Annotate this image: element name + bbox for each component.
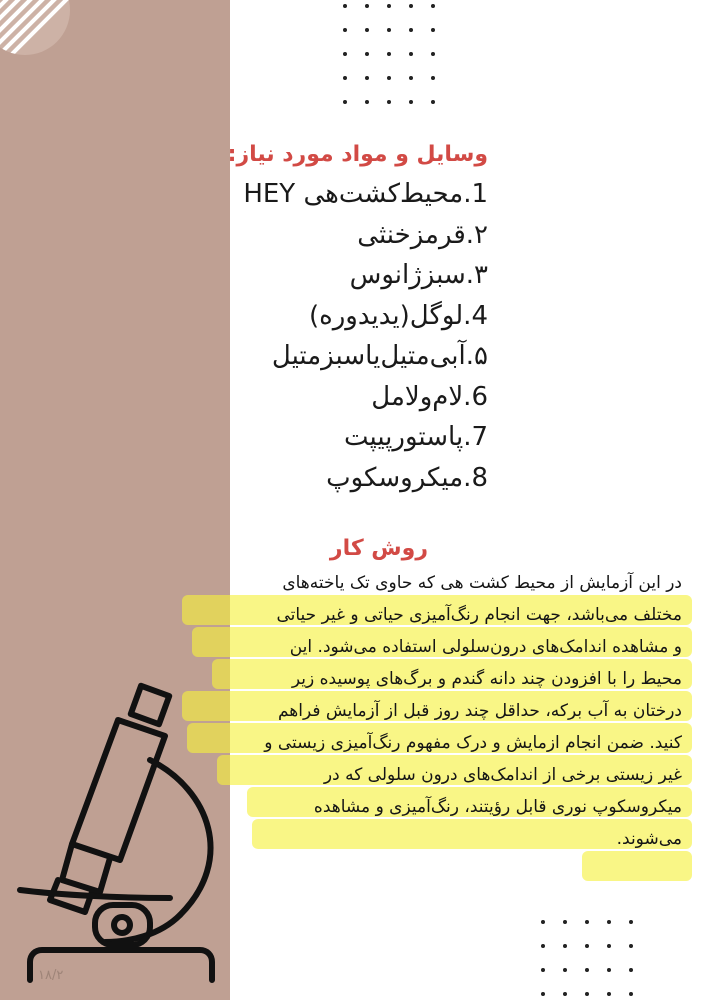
materials-item: ۵.آبی‌متیل‌یاسبزمتیل xyxy=(271,341,488,371)
materials-item: 4.لوگل(یدیدوره) xyxy=(308,300,488,331)
highlight-mark xyxy=(582,851,692,881)
materials-item: 6.لام‌ولامل xyxy=(371,381,488,412)
materials-item: 7.پاستورپیپت xyxy=(343,422,488,452)
materials-item: ۲.قرمزخنثی xyxy=(357,219,488,250)
materials-item: 8.میکروسکوپ xyxy=(326,462,488,493)
method-line: مختلف می‌باشد، جهت انجام رنگ‌آمیزی حیاتی و غیر حیاتی xyxy=(276,605,682,625)
method-line: میکروسکوپ نوری قابل رؤیتند، رنگ‌آمیزی و مشاهده xyxy=(313,797,682,817)
method-line: می‌شوند. xyxy=(616,829,682,849)
materials-item: 1.محیط‌کشت‌هی HEY xyxy=(243,179,488,209)
method-line: کنید. ضمن انجام ازمایش و درک مفهوم رنگ‌آمیزی زیستی و xyxy=(264,733,682,753)
method-line: غیر زیستی برخی از اندامک‌های درون سلولی که در xyxy=(323,765,682,785)
materials-title: وسایل و مواد مورد نیاز: xyxy=(227,142,488,167)
materials-list xyxy=(243,174,488,498)
method-title: روش کار xyxy=(329,536,428,561)
method-line: درختان به آب برکه، حداقل چند روز قبل از آزمایش فراهم xyxy=(277,701,682,721)
materials-item: ۳.سبزژانوس xyxy=(349,260,488,290)
page-number: ۱۸/۲ xyxy=(38,968,64,983)
method-line: و مشاهده اندامک‌های درون‌سلولی استفاده می‌شود. این xyxy=(289,637,682,657)
method-line: در این آزمایش از محیط کشت هی که حاوی تک یاخته‌های xyxy=(282,573,682,593)
method-line: محیط را با افزودن چند دانه گندم و برگ‌های پوسیده زیر xyxy=(291,669,682,689)
